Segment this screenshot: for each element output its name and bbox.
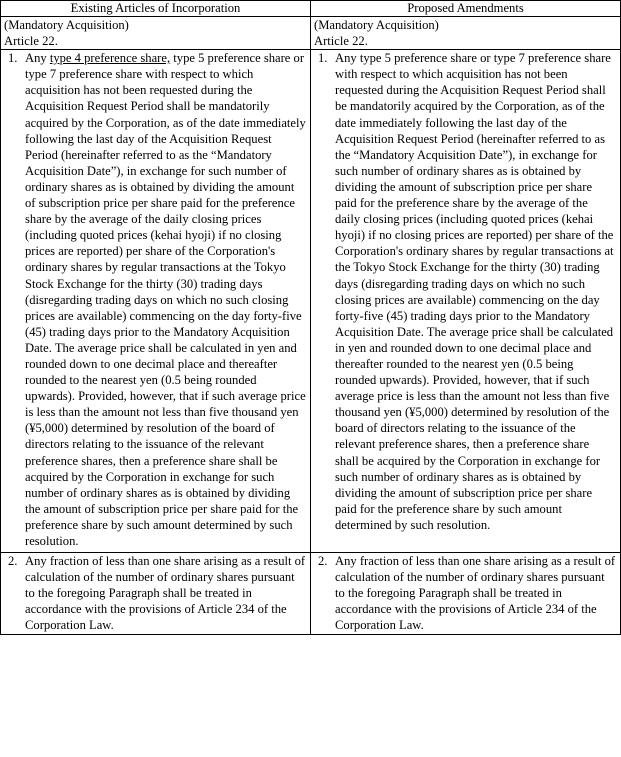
header-row [1,1,621,17]
proposed-section-heading: (Mandatory Acquisition) [314,18,439,32]
proposed-paragraph-2 [314,553,616,633]
paragraph-number: 2. [8,554,18,569]
proposed-paragraph-1-cell [311,50,621,553]
header-proposed: Proposed Amendments [311,1,621,17]
existing-article-number: Article 22. [4,34,58,49]
proposed-article-number: Article 22. [314,34,368,49]
existing-section-heading: (Mandatory Acquisition) [4,18,129,32]
paragraph-text-prefix: Any [25,51,50,66]
existing-paragraph-1-text [25,50,306,549]
proposed-paragraph-1-text: Any type 5 preference share or type 7 preference share with respect to which acquisition has not been requested during the Acquisition Request Period shall be mandatorily acquired by the Corporation, as of the date immediately following the last day of the Acquisition Request Period (hereinafter referred to as the “Mandatory Acquisition Date”), in exchange for such number of ordinary shares as is obtained by dividing the amount of subscription price per share paid for the preference share by the average of the daily closing prices (including quoted prices (kehai hyoji) if no closing prices are reported) per share of the Corporation's ordinary shares by regular transactions at the Tokyo Stock Exchange for the thirty (30) trading days (disregarding trading days on which no such closing prices are available) commencing on the day forty-five (45) trading days prior to the Mandatory Acquisition Date. The average price shall be calculated in yen and rounded down to one decimal place and thereafter rounded to the nearest yen (0.5 being rounded upwards). Provided, however, that if such average price is less than the amount not less than five thousand yen (¥5,000) determined by resolution of the board of directors relating to the issuance of the relevant preference shares, then a preference share shall be acquired by the Corporation in exchange for such number of ordinary shares as is obtained by dividing the amount of subscription price per share paid for the preference share by such amount determined by such resolution. [335,51,614,532]
paragraph-2-row [1,553,621,634]
heading-row [1,17,621,50]
paragraph-1-row [1,50,621,553]
proposed-heading-cell [311,17,621,50]
header-existing: Existing Articles of Incorporation [1,1,311,17]
existing-paragraph-1 [4,50,306,549]
proposed-paragraph-2-text: Any fraction of less than one share arising as a result of calculation of the number of ordinary shares pursuant to the foregoing Paragraph shall be treated in accordance with the provisions of Article 234 of the Corporation Law. [335,554,616,633]
existing-paragraph-1-cell [1,50,311,553]
existing-paragraph-2-cell [1,553,311,634]
paragraph-number: 1. [8,51,18,66]
proposed-paragraph-2-cell [311,553,621,634]
proposed-paragraph-1 [314,50,616,533]
existing-heading-cell [1,17,311,50]
paragraph-number: 1. [318,51,328,66]
existing-paragraph-2-text: Any fraction of less than one share arising as a result of calculation of the number of ordinary shares pursuant to the foregoing Paragraph shall be treated in accordance with the provisions of Article 234 of the Corporation Law. [25,554,306,633]
paragraph-number: 2. [318,554,328,569]
paragraph-text-body: type 5 preference share or type 7 preference share with respect to which acquisition has not been requested during the Acquisition Request Period shall be mandatorily acquired by the Corporation, as of the date immediately following the last day of the Acquisition Request Period (hereinafter referred to as the “Mandatory Acquisition Date”), in exchange for such number of ordinary shares as is obtained by dividing the amount of subscription price per share paid for the preference share by the average of the daily closing prices (including quoted prices (kehai hyoji) if no closing prices are reported) per share of the Corporation's ordinary shares by regular transactions at the Tokyo Stock Exchange for the thirty (30) trading days (disregarding trading days on which no such closing prices are available) commencing on the day forty-five (45) trading days prior to the Mandatory Acquisition Date. The average price shall be calculated in yen and rounded down to one decimal place and thereafter rounded to the nearest yen (0.5 being rounded upwards). Provided, however, that if such average price is less than the amount not less than five thousand yen (¥5,000) determined by resolution of the board of directors relating to the issuance of the relevant preference shares, then a preference share shall be acquired by the Corporation in exchange for such number of ordinary shares as is obtained by dividing the amount of subscription price per share paid for the preference share by such amount determined by such resolution. [25,51,306,548]
existing-paragraph-2 [4,553,306,633]
deleted-text-underlined: type 4 preference share, [49,51,171,66]
